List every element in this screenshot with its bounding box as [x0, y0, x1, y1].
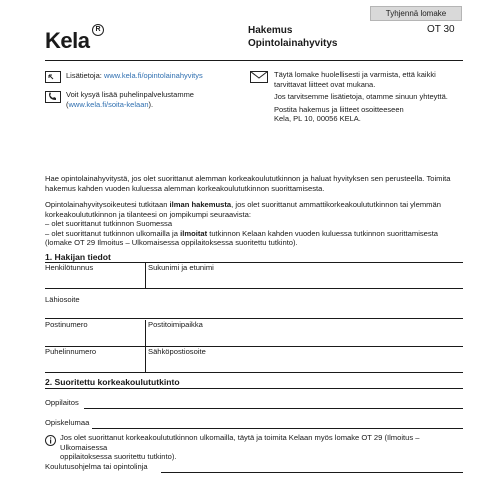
postal-code-input[interactable] — [45, 332, 143, 343]
form-title-line1: Hakemus — [248, 25, 293, 36]
intro-p2-line1 — [45, 200, 465, 210]
email-input[interactable] — [148, 358, 462, 369]
mail-info-text — [274, 70, 448, 124]
post-office-input[interactable] — [148, 332, 462, 343]
row-divider — [45, 318, 463, 319]
institution-label: Oppilaitos — [45, 398, 79, 407]
more-info-prefix: Lisätietoja: — [66, 71, 104, 80]
intro-p2-text-b: , jos olet suorittanut ammattikorkeakoulututkinnon tai ylemmän — [231, 200, 441, 209]
postal-code-label: Postinumero — [45, 320, 88, 329]
form-title-line2: Opintolainahyvitys — [248, 38, 338, 49]
clear-form-button[interactable]: Tyhjennä lomake — [370, 6, 462, 21]
more-info-text — [66, 71, 203, 81]
intro-p2-text-c: – olet suorittanut tutkinnon ulkomailla ja — [45, 228, 181, 238]
phone-label: Puhelinnumero — [45, 347, 97, 356]
intro-p2-bold-a: ilman hakemusta — [169, 200, 232, 209]
intro-paragraph-2 — [45, 200, 465, 248]
info-icon — [45, 433, 56, 444]
row-divider — [45, 288, 463, 289]
personal-id-input[interactable] — [45, 274, 143, 285]
form-title — [248, 24, 337, 50]
intro-p2-line3: – olet suorittanut tutkinnon Suomessa — [45, 219, 173, 229]
name-label: Sukunimi ja etunimi — [148, 263, 214, 272]
note-line1: Jos olet suorittanut korkeakoulututkinnon ulkomailla, täytä ja toimita Kelaan myös lomake OT 29 (Ilmoitus – Ulkomaisessa — [60, 433, 420, 452]
phone-info-text — [66, 90, 194, 109]
form-code: OT 30 — [427, 24, 455, 35]
field-separator — [145, 320, 146, 346]
phone-link[interactable]: www.kela.fi/soita-kelaan — [68, 99, 149, 109]
kela-logo: Kela — [45, 28, 90, 53]
institution-input[interactable] — [86, 397, 463, 408]
mail-line1: Täytä lomake huolellisesti ja varmista, että kaikki — [274, 70, 436, 79]
intro-paragraph-1 — [45, 174, 465, 193]
personal-id-label: Henkilötunnus — [45, 263, 94, 272]
note-line2: oppilaitoksessa suoritettu tutkinto). — [60, 452, 177, 462]
row-divider — [45, 372, 463, 373]
section-2-divider — [45, 388, 463, 389]
address-label: Lähiosoite — [45, 295, 80, 304]
address-input[interactable] — [45, 306, 463, 317]
header-divider — [45, 60, 463, 61]
mail-line3: Jos tarvitsemme lisätietoja, otamme sinuun yhteyttä. — [274, 92, 448, 101]
mail-line2: tarvittavat liitteet ovat mukana. — [274, 79, 376, 89]
field-separator — [145, 263, 146, 288]
phone-input[interactable] — [45, 358, 143, 369]
registered-mark-icon: R — [92, 24, 104, 36]
programme-underline — [161, 472, 463, 473]
mail-line5: Kela, PL 10, 00056 KELA. — [274, 114, 361, 123]
phone-line2-suffix: ). — [148, 99, 154, 109]
country-of-study-input[interactable] — [94, 417, 463, 428]
intro-p1-line1: Hae opintolainahyvitystä, jos olet suorittanut alemman korkeakoulututkinnon ja haluat hyvityksen sen perusteella. Toimita — [45, 174, 451, 183]
country-of-study-label: Opiskelumaa — [45, 418, 90, 427]
field-separator — [145, 347, 146, 372]
institution-underline — [84, 408, 463, 409]
email-label: Sähköpostiosoite — [148, 347, 206, 356]
row-divider — [45, 346, 463, 347]
intro-p2-bold-b: ilmoitat — [180, 228, 208, 238]
post-office-label: Postitoimipaikka — [148, 320, 203, 329]
phone-line2 — [66, 100, 194, 110]
more-info-link[interactable]: www.kela.fi/opintolainahyvitys — [103, 71, 203, 80]
foreign-degree-note — [60, 433, 465, 462]
section-1-divider — [45, 262, 463, 263]
intro-p2-line2: korkeakoulututkinnon ja tilanteesi on jompikumpi seuraavista: — [45, 209, 251, 219]
section-1-title: 1. Hakijan tiedot — [45, 252, 111, 262]
intro-p2-text-a: Opintolainahyvitysoikeutesi tutkitaan — [45, 200, 170, 209]
phone-line2-prefix: ( — [66, 99, 69, 109]
programme-input[interactable] — [163, 461, 463, 472]
phone-icon — [45, 90, 61, 102]
computer-icon — [45, 70, 61, 82]
country-of-study-underline — [92, 428, 463, 429]
phone-line1: Voit kysyä lisää puhelinpalvelustamme — [66, 90, 194, 99]
intro-p1-line2: hakemus kahden vuoden kuluessa alemman korkeakoulututkinnon suorittamisesta. — [45, 183, 325, 193]
name-input[interactable] — [148, 274, 462, 285]
intro-p2-text-d: tutkinnon Kelaan kahden vuoden kuluessa tutkinnon suorittamisesta — [207, 228, 439, 238]
programme-label: Koulutusohjelma tai opintolinja — [45, 462, 148, 471]
envelope-icon — [250, 70, 268, 82]
section-2-title: 2. Suoritettu korkeakoulututkinto — [45, 377, 180, 387]
mail-line4: Postita hakemus ja liitteet osoitteeseen — [274, 104, 404, 114]
intro-p2-line4 — [45, 229, 465, 239]
intro-p2-line5: (lomake OT 29 Ilmoitus – Ulkomaisessa oppilaitoksessa suoritettu tutkinto). — [45, 238, 298, 248]
